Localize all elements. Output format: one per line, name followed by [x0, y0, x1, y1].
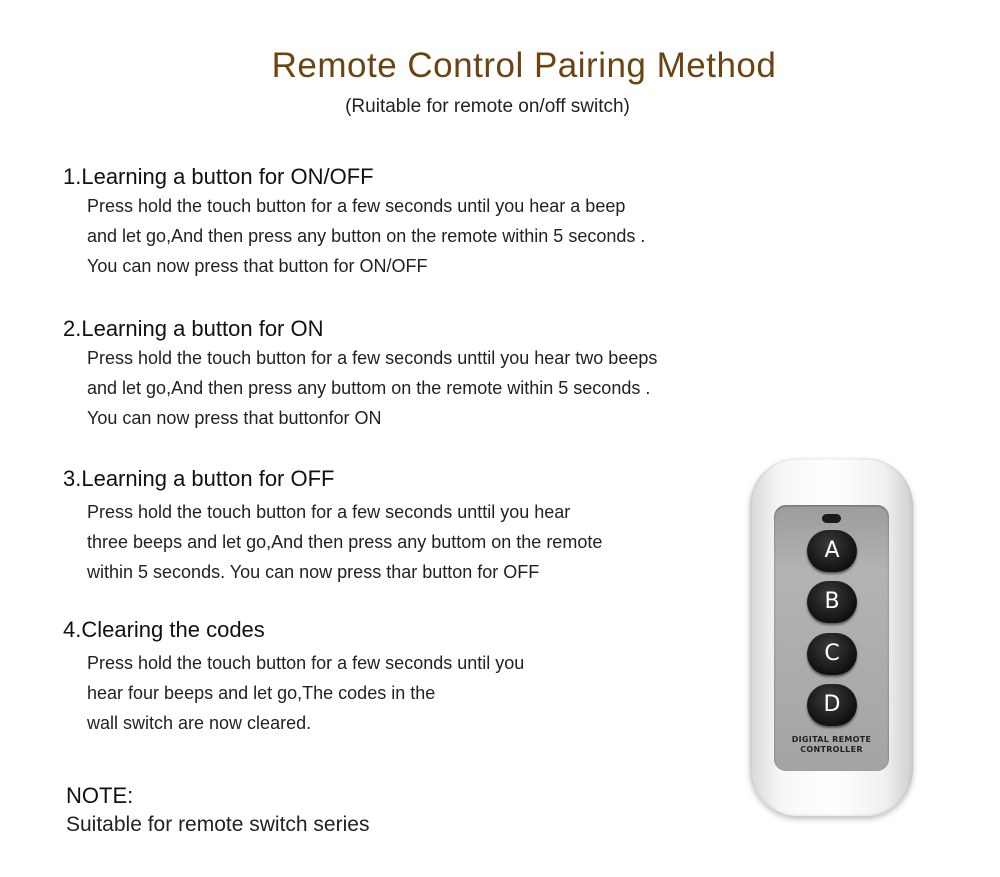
section-heading: 4.Clearing the codes [63, 617, 265, 642]
section-heading: 3.Learning a button for OFF [63, 466, 335, 491]
led-indicator-icon [822, 514, 841, 523]
note-text: Suitable for remote switch series [66, 813, 370, 836]
section-line: three beeps and let go,And then press any buttom on the remote [87, 532, 603, 552]
section-on [63, 315, 783, 433]
note-block [66, 782, 369, 840]
section-heading: 1.Learning a button for ON/OFF [63, 164, 374, 189]
section-line: hear four beeps and let go,The codes in the [87, 683, 436, 703]
remote-brand-label [774, 735, 889, 755]
remote-keypad-plate [774, 505, 889, 771]
section-clearing-codes [63, 616, 783, 738]
remote-button-c: C [807, 633, 857, 675]
section-line: Press hold the touch button for a few seconds unttil you hear [87, 502, 571, 522]
remote-button-b: B [807, 581, 857, 623]
section-on-off [63, 163, 783, 281]
remote-button-a: A [807, 530, 857, 572]
page-title: Remote Control Pairing Method [271, 46, 777, 85]
section-line: You can now press that button for ON/OFF [87, 256, 428, 276]
section-line: and let go,And then press any buttom on the remote within 5 seconds . [87, 378, 651, 398]
remote-button-d: D [807, 684, 857, 726]
remote-control-image [750, 458, 913, 816]
section-line: Press hold the touch button for a few seconds unttil you hear two beeps [87, 348, 658, 368]
brand-line: DIGITAL REMOTE [791, 735, 872, 744]
section-line: wall switch are now cleared. [87, 713, 312, 733]
section-off [63, 465, 783, 587]
section-line: within 5 seconds. You can now press thar button for OFF [87, 562, 540, 582]
section-line: and let go,And then press any button on the remote within 5 seconds . [87, 226, 646, 246]
section-heading: 2.Learning a button for ON [63, 316, 324, 341]
section-line: Press hold the touch button for a few seconds until you [87, 653, 525, 673]
page-subtitle: (Ruitable for remote on/off switch) [345, 96, 630, 117]
note-heading: NOTE: [66, 783, 134, 808]
brand-line: CONTROLLER [800, 745, 863, 754]
section-line: You can now press that buttonfor ON [87, 408, 382, 428]
section-line: Press hold the touch button for a few seconds until you hear a beep [87, 196, 626, 216]
